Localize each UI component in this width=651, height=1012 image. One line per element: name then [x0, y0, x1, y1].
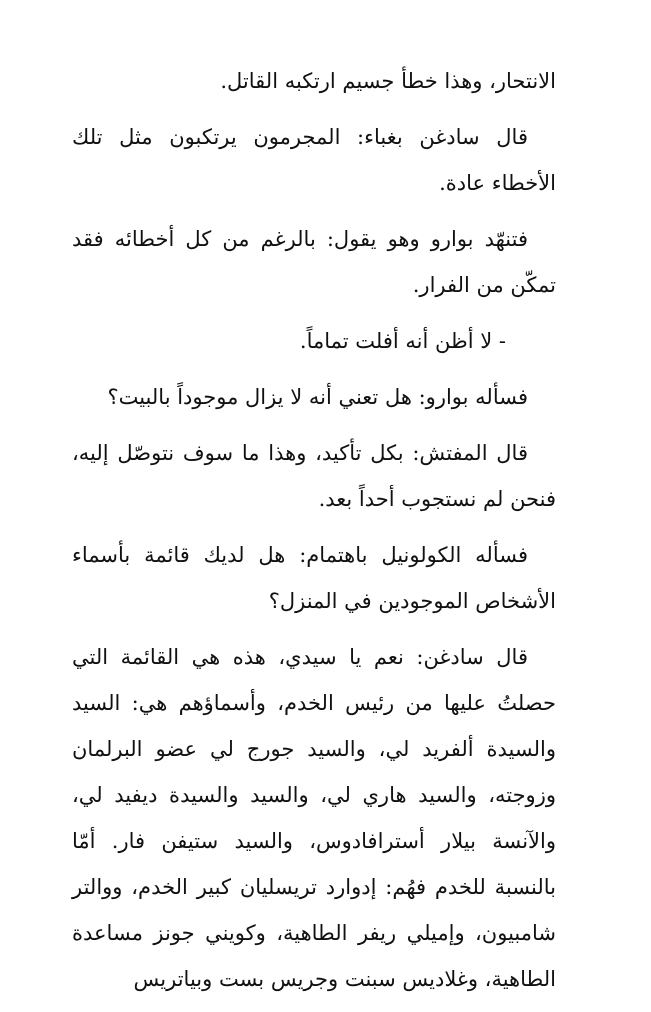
paragraph-colonel-question: فسأله الكولونيل باهتمام: هل لديك قائمة بأسماء الأشخاص الموجودين في المنزل؟	[72, 543, 556, 613]
paragraph-sudgen-remark: قال سادغن بغباء: المجرمون يرتكبون مثل تلك الأخطاء عادة.	[72, 125, 556, 195]
paragraph-dialogue-line: - لا أظن أنه أفلت تماماً.	[299, 329, 506, 353]
paragraph-inspector-reply: قال المفتش: بكل تأكيد، وهذا ما سوف نتوصّل إليه، فنحن لم نستجوب أحداً بعد.	[72, 441, 556, 511]
paragraph-poirot-question: فسأله بوارو: هل تعني أنه لا يزال موجوداً بالبيت؟	[107, 385, 528, 409]
paragraph-poirot-sigh: فتنهّد بوارو وهو يقول: بالرغم من كل أخطائه فقد تمكّن من الفرار.	[72, 227, 556, 297]
document-page	[72, 58, 556, 1012]
paragraph-continuation: الانتحار، وهذا خطأ جسيم ارتكبه القاتل.	[220, 69, 556, 93]
paragraph-household-list: قال سادغن: نعم يا سيدي، هذه هي القائمة التي حصلتُ عليها من رئيس الخدم، وأسماؤهم هي: السيد والسيدة ألفريد لي، والسيد جورج لي عضو البرلمان وزوجته، والسيد هاري لي، والسيد والسيدة ديفيد لي، والآنسة بيلار أسترافادوس، والسيد ستيفن فار. أمّا بالنسبة للخدم فهُم: إدوارد تريسليان كبير الخدم، ووالتر شامبيون، وإميلي ريفر الطاهية، وكويني جونز مساعدة الطاهية، وغلاديس سبنت وجريس بست وبياتريس	[72, 645, 556, 991]
